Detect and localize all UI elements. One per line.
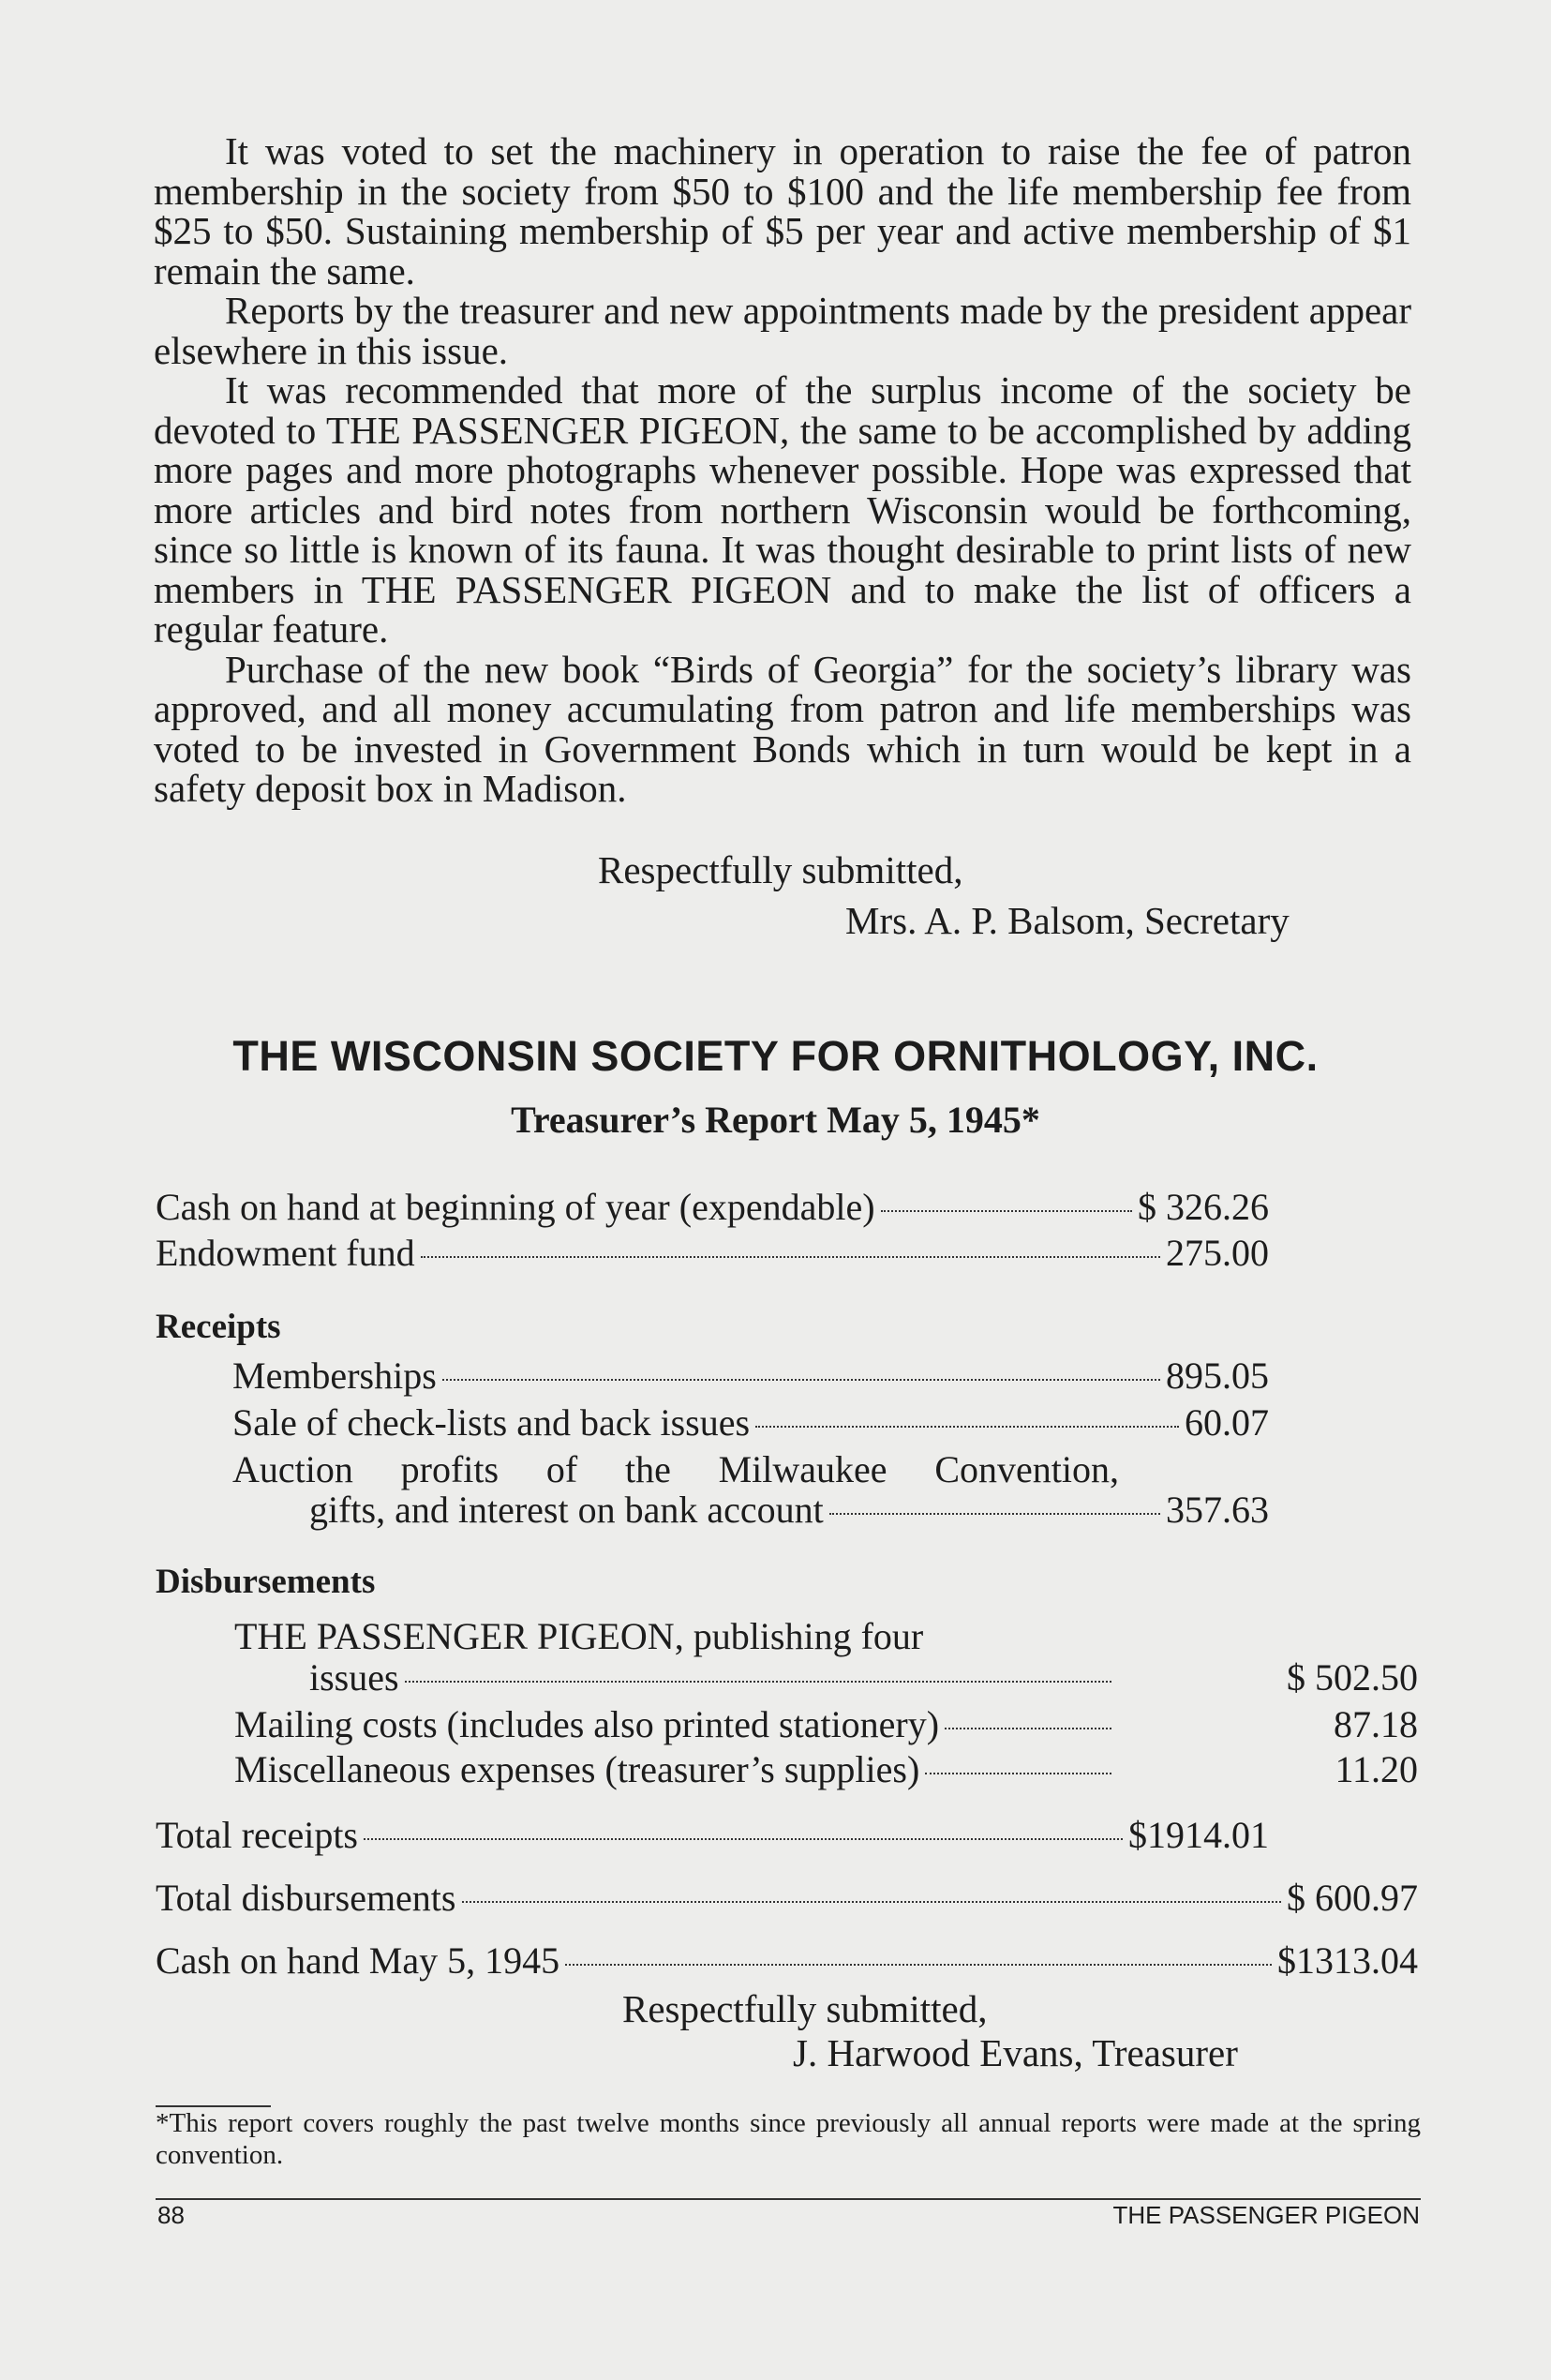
row-label: Cash on hand May 5, 1945 — [156, 1939, 560, 1982]
row-amount: 357.63 — [1166, 1489, 1269, 1531]
row-label: issues — [309, 1656, 399, 1699]
row-label: Total receipts — [156, 1814, 358, 1856]
running-footer: THE PASSENGER PIGEON — [1112, 2201, 1420, 2229]
dot-leader — [881, 1210, 1132, 1212]
page-number: 88 — [157, 2201, 185, 2229]
row-amount: 11.20 — [1335, 1748, 1418, 1790]
row-label: Miscellaneous expenses (treasurer’s supplies) — [234, 1748, 920, 1790]
dot-leader — [462, 1901, 1282, 1903]
row-label: Mailing costs (includes also printed stationery) — [234, 1703, 940, 1745]
report-closing: Respectfully submitted, — [622, 1987, 988, 2030]
row-label-line: THE PASSENGER PIGEON, publishing four — [234, 1615, 924, 1657]
ledger-row — [234, 1747, 1117, 1792]
report-heading: THE WISCONSIN SOCIETY FOR ORNITHOLOGY, INC. — [232, 1032, 1319, 1080]
dot-leader — [405, 1681, 1111, 1683]
row-label: Memberships — [232, 1355, 437, 1397]
report-subheading: Treasurer’s Report May 5, 1945* — [511, 1099, 1040, 1141]
dot-leader — [829, 1513, 1160, 1515]
ledger-row — [232, 1400, 1269, 1445]
secretary-signature: Mrs. A. P. Balsom, Secretary — [845, 899, 1290, 942]
row-amount: $ 502.50 — [1287, 1656, 1418, 1699]
row-label: gifts, and interest on bank account — [309, 1489, 824, 1531]
dot-leader — [945, 1728, 1111, 1729]
ledger-row — [156, 1231, 1269, 1276]
paragraph: It was voted to set the machinery in operation to raise the fee of patron membership in the society from $50 to $100 and the life membership fee from $25 to $50. Sustaining membership of $5 per year and active membership of $1 remain the same. — [154, 129, 1411, 292]
dot-leader — [925, 1773, 1111, 1774]
dot-leader — [442, 1379, 1160, 1381]
ledger-row — [309, 1655, 1117, 1700]
ledger-row — [309, 1488, 1269, 1533]
footnote: *This report covers roughly the past twelve months since previously all annual reports were made at the spring convention. — [156, 2108, 1421, 2170]
row-amount: 275.00 — [1166, 1232, 1269, 1274]
row-amount: $1313.04 — [1277, 1939, 1418, 1982]
row-label: Sale of check-lists and back issues — [232, 1401, 751, 1444]
total-row — [156, 1938, 1418, 1983]
paragraph: Purchase of the new book “Birds of Georgia” for the society’s library was approved, and all money accumulating from patron and life memberships was voted to be invested in Government Bonds which in turn would be kept in a safety deposit box in Madison. — [154, 647, 1411, 810]
total-row — [156, 1813, 1269, 1858]
row-amount: 60.07 — [1185, 1401, 1269, 1444]
minutes-closing: Respectfully submitted, — [598, 848, 963, 891]
receipts-heading: Receipts — [156, 1308, 281, 1346]
row-label-line: Auction profits of the Milwaukee Convention, — [232, 1448, 1119, 1490]
row-label: Total disbursements — [156, 1877, 456, 1919]
row-label: Cash on hand at beginning of year (expendable) — [156, 1186, 875, 1228]
dot-leader — [565, 1964, 1272, 1966]
row-amount: 895.05 — [1166, 1355, 1269, 1397]
disbursements-heading: Disbursements — [156, 1563, 376, 1601]
row-amount: 87.18 — [1334, 1703, 1418, 1745]
row-amount: $ 326.26 — [1138, 1186, 1269, 1228]
ledger-row — [234, 1702, 1117, 1747]
dot-leader — [364, 1838, 1123, 1840]
paragraph: It was recommended that more of the surplus income of the society be devoted to THE PASSENGER PIGEON, the same to be accomplished by adding more pages and more photographs whenever possible. Hope was expressed that more articles and bird notes from northern Wisconsin would be forthcoming, since so little is known of its fauna. It was thought desirable to print lists of new members in THE PASSENGER PIGEON and to make the list of officers a regular feature. — [154, 368, 1411, 651]
minutes-text — [154, 131, 1411, 809]
dot-leader — [755, 1426, 1179, 1428]
treasurer-signature: J. Harwood Evans, Treasurer — [793, 2031, 1238, 2074]
ledger-row — [156, 1185, 1269, 1230]
row-amount: $1914.01 — [1128, 1814, 1269, 1856]
footer-rule — [156, 2198, 1421, 2200]
ledger-row — [232, 1354, 1269, 1399]
paragraph: Reports by the treasurer and new appointments made by the president appear elsewhere in this issue. — [154, 289, 1411, 372]
total-row — [156, 1876, 1418, 1921]
dot-leader — [421, 1256, 1160, 1258]
row-label: Endowment fund — [156, 1232, 415, 1274]
row-amount: $ 600.97 — [1287, 1877, 1418, 1919]
